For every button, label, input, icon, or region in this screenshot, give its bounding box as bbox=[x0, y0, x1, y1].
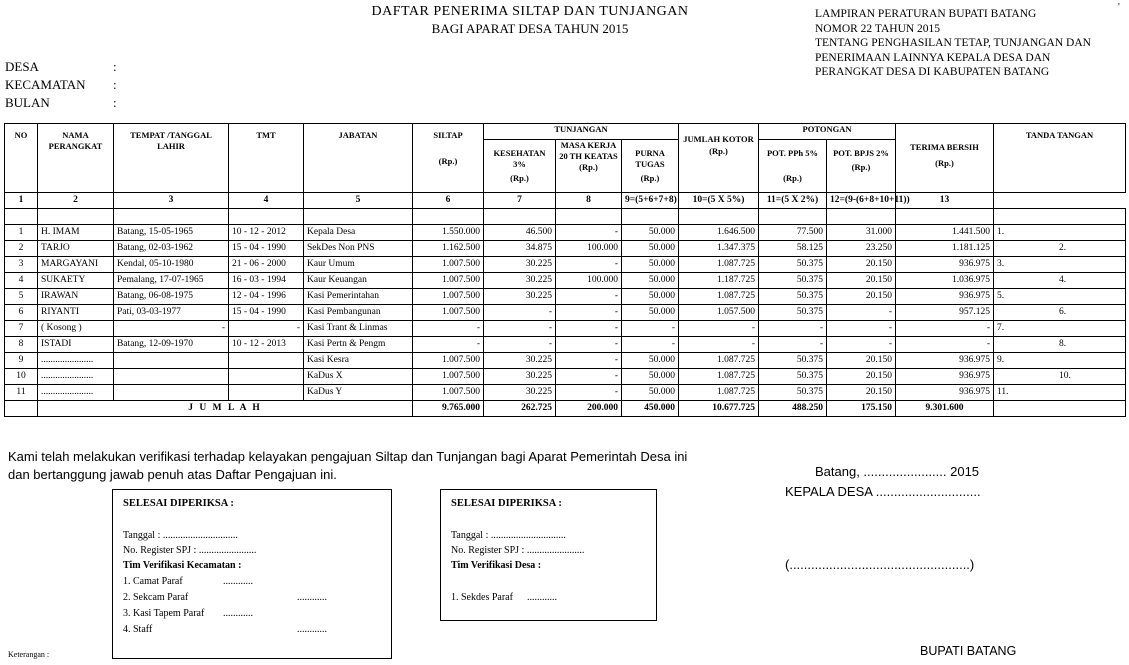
cell-jabatan: SekDes Non PNS bbox=[304, 241, 413, 257]
cell-purna: - bbox=[622, 321, 679, 337]
cell-masa-kerja: - bbox=[556, 369, 622, 385]
header-terima-bersih: TERIMA BERSIH (Rp.) bbox=[896, 124, 994, 193]
tanggal-line: Tanggal : .............................. bbox=[123, 530, 238, 541]
cell-kesehatan: 30.225 bbox=[484, 385, 556, 401]
cell-siltap: 1.007.500 bbox=[413, 289, 484, 305]
cell-bpjs: 23.250 bbox=[827, 241, 896, 257]
column-number: 13 bbox=[896, 193, 994, 209]
cell-purna: 50.000 bbox=[622, 225, 679, 241]
cell-purna: 50.000 bbox=[622, 353, 679, 369]
cell-jumlah-kotor: 1.087.725 bbox=[679, 353, 759, 369]
column-number-row bbox=[5, 193, 1126, 209]
blank-cell bbox=[556, 209, 622, 225]
cell-no: 3 bbox=[5, 257, 38, 273]
signature-number: 1. bbox=[997, 227, 1005, 237]
cell-terima-bersih: 936.975 bbox=[896, 353, 994, 369]
cell-nama: SUKAETY bbox=[38, 273, 114, 289]
cell-pph: 50.375 bbox=[759, 257, 827, 273]
cell-pph: 77.500 bbox=[759, 225, 827, 241]
ident-label: KECAMATAN bbox=[5, 77, 86, 92]
total-siltap: 9.765.000 bbox=[413, 401, 484, 417]
ident-label: DESA bbox=[5, 59, 39, 74]
cell-bpjs: 20.150 bbox=[827, 353, 896, 369]
blank-cell bbox=[5, 401, 38, 417]
cell-purna: 50.000 bbox=[622, 385, 679, 401]
header-jabatan: JABATAN bbox=[304, 124, 413, 193]
cell-no: 11 bbox=[5, 385, 38, 401]
cell-ttl: Batang, 06-08-1975 bbox=[114, 289, 229, 305]
cell-pph: 50.375 bbox=[759, 353, 827, 369]
paraf-line: 1. Sekdes Paraf ............ bbox=[451, 592, 557, 603]
table-row bbox=[5, 337, 1126, 353]
column-number: 2 bbox=[38, 193, 114, 209]
cell-purna: - bbox=[622, 337, 679, 353]
blank-cell bbox=[994, 209, 1126, 225]
ident-desa bbox=[5, 59, 117, 75]
cell-terima-bersih: 1.181.125 bbox=[896, 241, 994, 257]
header-nama: NAMA PERANGKAT bbox=[38, 124, 114, 193]
cell-tanda-tangan bbox=[994, 289, 1126, 305]
cell-jabatan: Kasi Pertn & Pengm bbox=[304, 337, 413, 353]
cell-tanda-tangan bbox=[994, 273, 1126, 289]
cell-ttl bbox=[114, 369, 229, 385]
cell-bpjs: 31.000 bbox=[827, 225, 896, 241]
column-number: 8 bbox=[556, 193, 622, 209]
header-potongan: POTONGAN bbox=[759, 124, 896, 140]
cell-masa-kerja: - bbox=[556, 321, 622, 337]
cell-kesehatan: 30.225 bbox=[484, 289, 556, 305]
signature-number: 5. bbox=[997, 291, 1005, 301]
cell-tmt bbox=[229, 369, 304, 385]
table-row bbox=[5, 369, 1126, 385]
cell-nama: H. IMAM bbox=[38, 225, 114, 241]
cell-bpjs: 20.150 bbox=[827, 289, 896, 305]
document-title: DAFTAR PENERIMA SILTAP DAN TUNJANGAN bbox=[371, 4, 689, 19]
cell-pph: 50.375 bbox=[759, 305, 827, 321]
cell-tanda-tangan bbox=[994, 257, 1126, 273]
blank-cell bbox=[114, 209, 229, 225]
cell-jabatan: Kasi Kesra bbox=[304, 353, 413, 369]
blank-cell bbox=[5, 209, 38, 225]
total-pph: 488.250 bbox=[759, 401, 827, 417]
cell-terima-bersih: 1.441.500 bbox=[896, 225, 994, 241]
signature-number: 6. bbox=[1059, 307, 1067, 317]
cell-kesehatan: - bbox=[484, 305, 556, 321]
cell-purna: 50.000 bbox=[622, 289, 679, 305]
total-purna: 450.000 bbox=[622, 401, 679, 417]
header-tmt: TMT bbox=[229, 124, 304, 193]
lampiran-block bbox=[815, 7, 1091, 80]
cell-tanda-tangan bbox=[994, 225, 1126, 241]
cell-no: 9 bbox=[5, 353, 38, 369]
cell-jabatan: KaDus Y bbox=[304, 385, 413, 401]
ident-colon: : bbox=[113, 59, 117, 74]
paraf-line: 4. Staff ............ bbox=[123, 624, 327, 635]
cell-pph: 50.375 bbox=[759, 369, 827, 385]
cell-kesehatan: 34.875 bbox=[484, 241, 556, 257]
table-row bbox=[5, 289, 1126, 305]
cell-nama: MARGAYANI bbox=[38, 257, 114, 273]
blank-cell bbox=[484, 209, 556, 225]
cell-ttl: Batang, 02-03-1962 bbox=[114, 241, 229, 257]
table-row bbox=[5, 225, 1126, 241]
cell-nama: RIYANTI bbox=[38, 305, 114, 321]
cell-masa-kerja: - bbox=[556, 337, 622, 353]
total-terima-bersih: 9.301.600 bbox=[896, 401, 994, 417]
cell-bpjs: - bbox=[827, 305, 896, 321]
signature-number: 10. bbox=[1059, 371, 1071, 381]
column-number: 11=(5 X 2%) bbox=[759, 193, 827, 209]
cell-masa-kerja: - bbox=[556, 353, 622, 369]
cell-masa-kerja: - bbox=[556, 385, 622, 401]
box-kecamatan bbox=[112, 489, 392, 659]
column-number: 3 bbox=[114, 193, 229, 209]
cell-ttl bbox=[114, 385, 229, 401]
tim-verifikasi-label: Tim Verifikasi Kecamatan : bbox=[123, 560, 242, 571]
total-bpjs: 175.150 bbox=[827, 401, 896, 417]
total-label: J U M L A H bbox=[38, 401, 413, 417]
cell-pph: 50.375 bbox=[759, 385, 827, 401]
verification-line: dan bertanggung jawab penuh atas Daftar Pengajuan ini. bbox=[8, 467, 337, 482]
cell-terima-bersih: 936.975 bbox=[896, 385, 994, 401]
lampiran-line: PENERIMAAN LAINNYA KEPALA DESA DAN bbox=[815, 51, 1051, 64]
header-no: NO bbox=[5, 124, 38, 193]
signature-number: 2. bbox=[1059, 243, 1067, 253]
blank-cell bbox=[994, 401, 1126, 417]
cell-no: 4 bbox=[5, 273, 38, 289]
cell-no: 2 bbox=[5, 241, 38, 257]
cell-nama: ...................... bbox=[38, 369, 114, 385]
table-row bbox=[5, 273, 1126, 289]
cell-siltap: 1.007.500 bbox=[413, 257, 484, 273]
header-jumlah-kotor: JUMLAH KOTOR (Rp.) bbox=[679, 124, 759, 193]
column-number: 6 bbox=[413, 193, 484, 209]
cell-tanda-tangan bbox=[994, 369, 1126, 385]
cell-pph: - bbox=[759, 337, 827, 353]
header-pph: POT. PPh 5% (Rp.) bbox=[759, 140, 827, 193]
cell-tmt bbox=[229, 385, 304, 401]
cell-bpjs: 20.150 bbox=[827, 257, 896, 273]
cell-siltap: 1.007.500 bbox=[413, 385, 484, 401]
cell-siltap: 1.007.500 bbox=[413, 273, 484, 289]
paraf-line: 1. Camat Paraf ............ bbox=[123, 576, 253, 587]
table-row bbox=[5, 257, 1126, 273]
header-masa-kerja: MASA KERJA 20 TH KEATAS (Rp.) bbox=[556, 140, 622, 193]
cell-bpjs: 20.150 bbox=[827, 369, 896, 385]
cell-kesehatan: - bbox=[484, 337, 556, 353]
cell-siltap: 1.007.500 bbox=[413, 369, 484, 385]
cell-nama: ISTADI bbox=[38, 337, 114, 353]
verification-line: Kami telah melakukan verifikasi terhadap kelayakan pengajuan Siltap dan Tunjangan bagi Aparat Pemerintah Desa ini bbox=[8, 449, 688, 464]
column-number: 10=(5 X 5%) bbox=[679, 193, 759, 209]
cell-siltap: - bbox=[413, 321, 484, 337]
lampiran-line: NOMOR 22 TAHUN 2015 bbox=[815, 22, 941, 35]
cell-tmt: - bbox=[229, 321, 304, 337]
register-line: No. Register SPJ : ....................... bbox=[451, 545, 585, 556]
cell-jumlah-kotor: 1.057.500 bbox=[679, 305, 759, 321]
blank-cell bbox=[679, 209, 759, 225]
lampiran-line: LAMPIRAN PERATURAN BUPATI BATANG bbox=[815, 8, 1037, 20]
cell-siltap: 1.550.000 bbox=[413, 225, 484, 241]
cell-bpjs: 20.150 bbox=[827, 273, 896, 289]
cell-jumlah-kotor: 1.087.725 bbox=[679, 385, 759, 401]
box-title: SELESAI DIPERIKSA : bbox=[123, 498, 234, 509]
header-purna: PURNA TUGAS (Rp.) bbox=[622, 140, 679, 193]
cell-jumlah-kotor: 1.646.500 bbox=[679, 225, 759, 241]
table-row bbox=[5, 385, 1126, 401]
header-tanda-tangan: TANDA TANGAN bbox=[994, 124, 1126, 193]
blank-cell bbox=[229, 209, 304, 225]
cell-jabatan: Kepala Desa bbox=[304, 225, 413, 241]
cell-ttl: Batang, 12-09-1970 bbox=[114, 337, 229, 353]
cell-masa-kerja: - bbox=[556, 289, 622, 305]
ident-colon: : bbox=[113, 77, 117, 92]
keterangan-label: Keterangan : bbox=[8, 650, 50, 659]
cell-no: 5 bbox=[5, 289, 38, 305]
header-ttl: TEMPAT /TANGGAL LAHIR bbox=[114, 124, 229, 193]
column-number: 9=(5+6+7+8) bbox=[622, 193, 679, 209]
lampiran-line: PERANGKAT DESA DI KABUPATEN BATANG bbox=[815, 66, 1050, 78]
cell-siltap: 1.007.500 bbox=[413, 305, 484, 321]
cell-tmt: 10 - 12 - 2013 bbox=[229, 337, 304, 353]
signature-name: (..................................................) bbox=[785, 557, 975, 572]
header-siltap: SILTAP (Rp.) bbox=[413, 124, 484, 193]
cell-tanda-tangan bbox=[994, 353, 1126, 369]
table-row-total bbox=[5, 401, 1126, 417]
blank-cell bbox=[622, 209, 679, 225]
cell-pph: - bbox=[759, 321, 827, 337]
cell-terima-bersih: - bbox=[896, 321, 994, 337]
signature-number: 4. bbox=[1059, 275, 1067, 285]
cell-bpjs: - bbox=[827, 337, 896, 353]
blank-cell bbox=[413, 209, 484, 225]
recipient-table bbox=[4, 123, 1126, 417]
column-number: 1 bbox=[5, 193, 38, 209]
signature-number: 11. bbox=[997, 387, 1009, 397]
signature-number: 3. bbox=[997, 259, 1005, 269]
cell-nama: IRAWAN bbox=[38, 289, 114, 305]
cell-masa-kerja: - bbox=[556, 225, 622, 241]
cell-bpjs: - bbox=[827, 321, 896, 337]
document-subtitle: BAGI APARAT DESA TAHUN 2015 bbox=[431, 21, 629, 36]
cell-ttl: Pati, 03-03-1977 bbox=[114, 305, 229, 321]
cell-bpjs: 20.150 bbox=[827, 385, 896, 401]
verification-statement bbox=[8, 448, 687, 484]
cell-tanda-tangan bbox=[994, 241, 1126, 257]
header-bpjs: POT. BPJS 2% (Rp.) bbox=[827, 140, 896, 193]
tim-verifikasi-label: Tim Verifikasi Desa : bbox=[451, 560, 542, 571]
cell-pph: 50.375 bbox=[759, 289, 827, 305]
cell-purna: 50.000 bbox=[622, 273, 679, 289]
blank-cell bbox=[38, 209, 114, 225]
cell-siltap: 1.007.500 bbox=[413, 353, 484, 369]
cell-terima-bersih: 936.975 bbox=[896, 289, 994, 305]
signature-place-date: Batang, ....................... 2015 bbox=[815, 464, 980, 479]
cell-siltap: - bbox=[413, 337, 484, 353]
bupati-label: BUPATI BATANG bbox=[920, 644, 1017, 658]
cell-nama: ...................... bbox=[38, 385, 114, 401]
signature-number: 7. bbox=[997, 323, 1005, 333]
cell-tmt: 10 - 12 - 2012 bbox=[229, 225, 304, 241]
cell-jumlah-kotor: 1.347.375 bbox=[679, 241, 759, 257]
cell-no: 10 bbox=[5, 369, 38, 385]
cell-ttl: Kendal, 05-10-1980 bbox=[114, 257, 229, 273]
signature-number: 9. bbox=[997, 355, 1005, 365]
cell-kesehatan: 30.225 bbox=[484, 353, 556, 369]
cell-jabatan: Kasi Trant & Linmas bbox=[304, 321, 413, 337]
cell-kesehatan: - bbox=[484, 321, 556, 337]
header-kesehatan: KESEHATAN 3% (Rp.) bbox=[484, 140, 556, 193]
total-kesehatan: 262.725 bbox=[484, 401, 556, 417]
lampiran-line: TENTANG PENGHASILAN TETAP, TUNJANGAN DAN bbox=[815, 37, 1091, 49]
table-row bbox=[5, 353, 1126, 369]
signature-role: KEPALA DESA ............................. bbox=[785, 484, 981, 499]
paraf-line: 3. Kasi Tapem Paraf ............ bbox=[123, 608, 253, 619]
cell-masa-kerja: 100.000 bbox=[556, 241, 622, 257]
cell-jumlah-kotor: - bbox=[679, 321, 759, 337]
cell-jumlah-kotor: 1.087.725 bbox=[679, 257, 759, 273]
cell-purna: 50.000 bbox=[622, 241, 679, 257]
cell-nama: TARJO bbox=[38, 241, 114, 257]
box-title: SELESAI DIPERIKSA : bbox=[451, 498, 562, 509]
cell-purna: 50.000 bbox=[622, 257, 679, 273]
column-number: 4 bbox=[229, 193, 304, 209]
cell-tanda-tangan bbox=[994, 385, 1126, 401]
table-row-blank bbox=[5, 209, 1126, 225]
cell-no: 8 bbox=[5, 337, 38, 353]
cell-kesehatan: 30.225 bbox=[484, 257, 556, 273]
tanggal-line: Tanggal : .............................. bbox=[451, 530, 566, 541]
blank-cell bbox=[896, 209, 994, 225]
cell-purna: 50.000 bbox=[622, 369, 679, 385]
column-number: 7 bbox=[484, 193, 556, 209]
box-desa bbox=[440, 489, 657, 621]
blank-cell bbox=[827, 209, 896, 225]
ident-kecamatan bbox=[5, 77, 117, 93]
cell-ttl: - bbox=[114, 321, 229, 337]
blank-cell bbox=[759, 209, 827, 225]
cell-terima-bersih: 936.975 bbox=[896, 369, 994, 385]
column-number: 12=(9-(6+8+10+11)) bbox=[827, 193, 896, 209]
ident-colon: : bbox=[113, 95, 117, 110]
cell-siltap: 1.162.500 bbox=[413, 241, 484, 257]
table-row bbox=[5, 241, 1126, 257]
cell-masa-kerja: - bbox=[556, 305, 622, 321]
cell-ttl: Pemalang, 17-07-1965 bbox=[114, 273, 229, 289]
register-line: No. Register SPJ : ....................... bbox=[123, 545, 257, 556]
cell-terima-bersih: 957.125 bbox=[896, 305, 994, 321]
cell-pph: 50.375 bbox=[759, 273, 827, 289]
cell-jumlah-kotor: 1.087.725 bbox=[679, 289, 759, 305]
cell-jumlah-kotor: - bbox=[679, 337, 759, 353]
corner-mark: ' bbox=[1118, 2, 1120, 13]
paraf-line: 2. Sekcam Paraf ............ bbox=[123, 592, 327, 603]
cell-tanda-tangan bbox=[994, 305, 1126, 321]
cell-jumlah-kotor: 1.187.725 bbox=[679, 273, 759, 289]
cell-tmt: 12 - 04 - 1996 bbox=[229, 289, 304, 305]
cell-tmt: 15 - 04 - 1990 bbox=[229, 241, 304, 257]
cell-tmt: 15 - 04 - 1990 bbox=[229, 305, 304, 321]
cell-kesehatan: 30.225 bbox=[484, 369, 556, 385]
cell-jabatan: Kaur Umum bbox=[304, 257, 413, 273]
signature-number: 8. bbox=[1059, 339, 1067, 349]
cell-terima-bersih: - bbox=[896, 337, 994, 353]
cell-tanda-tangan bbox=[994, 321, 1126, 337]
blank-cell bbox=[304, 209, 413, 225]
table-row bbox=[5, 321, 1126, 337]
cell-no: 6 bbox=[5, 305, 38, 321]
cell-no: 7 bbox=[5, 321, 38, 337]
cell-purna: 50.000 bbox=[622, 305, 679, 321]
cell-jabatan: KaDus X bbox=[304, 369, 413, 385]
table-row bbox=[5, 305, 1126, 321]
header-tunjangan: TUNJANGAN bbox=[484, 124, 679, 140]
cell-jabatan: Kasi Pembangunan bbox=[304, 305, 413, 321]
total-masa-kerja: 200.000 bbox=[556, 401, 622, 417]
cell-kesehatan: 30.225 bbox=[484, 273, 556, 289]
column-number: 5 bbox=[304, 193, 413, 209]
cell-tmt: 21 - 06 - 2000 bbox=[229, 257, 304, 273]
cell-kesehatan: 46.500 bbox=[484, 225, 556, 241]
cell-jabatan: Kaur Keuangan bbox=[304, 273, 413, 289]
total-jumlah-kotor: 10.677.725 bbox=[679, 401, 759, 417]
cell-tanda-tangan bbox=[994, 337, 1126, 353]
cell-ttl bbox=[114, 353, 229, 369]
cell-terima-bersih: 936.975 bbox=[896, 257, 994, 273]
cell-no: 1 bbox=[5, 225, 38, 241]
cell-masa-kerja: - bbox=[556, 257, 622, 273]
cell-tmt bbox=[229, 353, 304, 369]
cell-jumlah-kotor: 1.087.725 bbox=[679, 369, 759, 385]
ident-label: BULAN bbox=[5, 95, 50, 110]
cell-nama: ( Kosong ) bbox=[38, 321, 114, 337]
cell-terima-bersih: 1.036.975 bbox=[896, 273, 994, 289]
cell-ttl: Batang, 15-05-1965 bbox=[114, 225, 229, 241]
cell-nama: ...................... bbox=[38, 353, 114, 369]
ident-bulan bbox=[5, 95, 117, 111]
cell-tmt: 16 - 03 - 1994 bbox=[229, 273, 304, 289]
cell-pph: 58.125 bbox=[759, 241, 827, 257]
cell-masa-kerja: 100.000 bbox=[556, 273, 622, 289]
cell-jabatan: Kasi Pemerintahan bbox=[304, 289, 413, 305]
